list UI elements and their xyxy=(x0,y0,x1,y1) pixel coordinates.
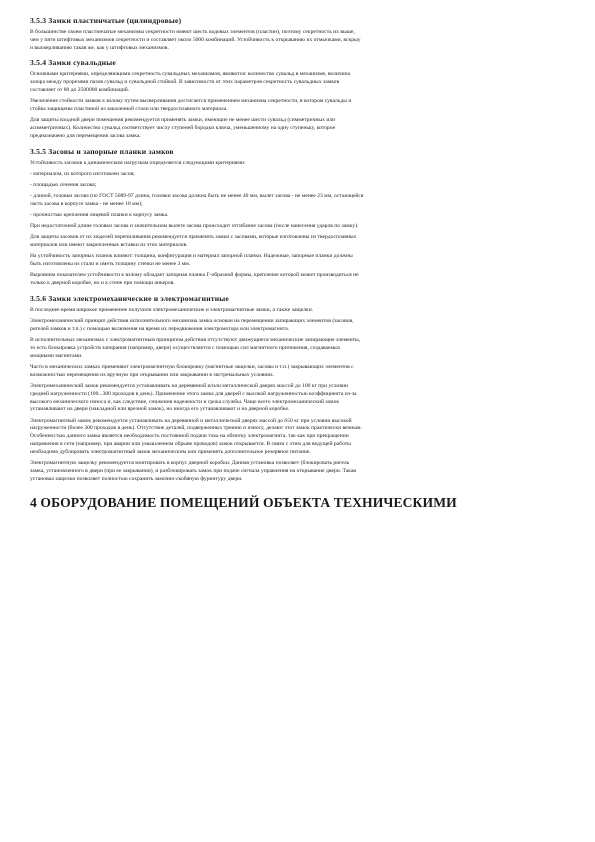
section-heading-3-5-5: 3.5.5 Засовы и запорные планки замков xyxy=(30,146,174,156)
paragraph: Устойчивость засовов к динамическим нагрузкам определяется следующими критериями: xyxy=(30,159,246,166)
paragraph: Для защиты входной двери помещения рекомендуется применять замки, имеющие не менее шести сувальд (симметричных или асимметричных). Количество сувальд соответствует числу ступеней бородки ключа, уменьшенному на одну ступеньку, которое предназначено для перемещения засова замка. xyxy=(30,117,336,139)
list-item: - прочностью крепления лицевой планки к корпусу замка. xyxy=(30,212,169,219)
paragraph: Увеличение стойкости замков к взлому путем высверливания достигается применением механизма секретности, в котором сувальды и стойка защищены пластиной из закаленной стали или твердосплавного материала. xyxy=(30,98,352,112)
paragraph: В последнее время широкое применение получили электромеханические и электромагнитные замки, а также защелки. xyxy=(30,307,314,314)
paragraph: При недостаточной длине головки засова и значительном вылете засова происходит отгибание засова (после нанесения ударов по замку). xyxy=(30,223,359,230)
section-heading-3-5-6: 3.5.6 Замки электромеханические и электромагнитные xyxy=(30,294,229,304)
paragraph: На устойчивость запорных планок влияют: толщина, конфигурация и материал запорной планки. Надежные, запорные планки должны быть изготовлены из стали и иметь толщину стенки не менее 3 мм. xyxy=(30,253,353,268)
list-item: - площадью сечения засова; xyxy=(30,181,97,188)
paragraph: Часто в механических замках применяют электромагнитную блокировку (магнитные защелки, засовы и т.п.) закрывающих элементов с возможностью перемещения их вручную при открывании или закрывании в экстремальных условиях. xyxy=(30,363,354,378)
list-item: - материалом, из которого изготовлен засов; xyxy=(30,170,135,177)
paragraph: Выровним показателем устойчивости к взлому обладает запорная планка Г-образной формы, крепление которой может производиться не только к дверной коробке, но и к стене при помощи анкеров. xyxy=(30,272,359,287)
paragraph: Электромагнитную защелку рекомендуется монтировать в корпус дверной коробки. Данная установка позволяет (блокировать ригель замка, установленного в двери (при ее закрывании), и разблокировать замок при подаче сигнала управления на открывание двери. Такая установка защелки позволяет полностью сохранить замочно-скобяную фурнитуру двери. xyxy=(30,459,356,482)
paragraph: В исполнительных механизмах с электромагнитным принципом действия отсутствуют движущиеся механические запирающие элементы, то есть блокировка устройств запирания (например, двери) осуществляется с помощью сил магнитного притяжения, создаваемых мощными магнитами. xyxy=(30,337,361,359)
paragraph: В большинстве своем пластинчатые механизмы секретности имеют шесть кодовых элементов (пластин), поэтому секретность их выше, чем у пяти штифтовых механизмов секретности и составляет около 5000 комбинаций. Устойчивость к открыванию их отмычками, вскрыу и высверливанию такая же, как у штифтовых механизмов. xyxy=(30,29,361,51)
paragraph: Электромагнитный замок рекомендуется устанавливать на деревянной и металлической дверях массой до 650 кг при условии высокой нагруженности (более 300 проходов в день). Отсутствие деталей, подверженных трению и износу, делают этот замок практически вечным. Особенностью данного замка является необходимость постоянной подачи тока на обмотку электромагнита, так как при прекращении напряжения в сети (например, при аварии или умышленном обрыве проводов) замок открывается. В связи с этим для ведущей работы необходимо дублировать электромагнитный замок механическим или применять дополнительное резервное питание. xyxy=(30,417,362,455)
paragraph: Электромеханический замок рекомендуется устанавливать на деревянной и/или металлической дверях массой до 100 кг при условии средней нагруженности (100...300 проходов в день). Применение этого замка для дверей с высокой нагруженностью коэффициента из-за высокого механического износа и, как следствие, снижения надежности и срока службы. Чаще всего электромеханический замок устанавливают на двери (накладной или врезной замок), но иногда его устанавливают и на дверной коробке. xyxy=(30,382,357,413)
paragraph: Для защиты засовов от их моделей перепиливания рекомендуется применять замки с засовами, которые изготовлены из твердосплавных материалов или имеют закрепленные вставки из этих материалов. xyxy=(30,234,357,249)
section-heading-3-5-4: 3.5.4 Замки сувальдные xyxy=(30,58,116,68)
paragraph: Основными критериями, определяющими секретность сувальдных механизмов, являются: количество сувальд в механизме, величина зазора между прорезями пазов сувальд и сувальдной стойкой. В зависимости от этих параметров секретность сувальдных замков составляет от 80 до 2500000 комбинаций. xyxy=(30,71,351,93)
chapter-heading-4: 4 ОБОРУДОВАНИЕ ПОМЕЩЕНИЙ ОБЪЕКТА ТЕХНИЧЕСКИМИ xyxy=(30,495,457,511)
section-heading-3-5-3: 3.5.3 Замки пластинчатые (цилиндровые) xyxy=(30,16,182,25)
paragraph: Электромеханический принцип действия исполнительного механизма замка основан на перемещении запирающих элементов (засовов, ригелей замков и т.п.) с помощью включения на время их передвижения электромотора или электромагнита. xyxy=(30,318,354,333)
list-item: - длиной, головки засова (по ГОСТ 5089-97 длина, головки засова должна быть не менее 40 мм, вылет засова - не менее 23 мм, остающейся часть засова в корпусе замка - не менее 18 мм); xyxy=(30,193,364,207)
